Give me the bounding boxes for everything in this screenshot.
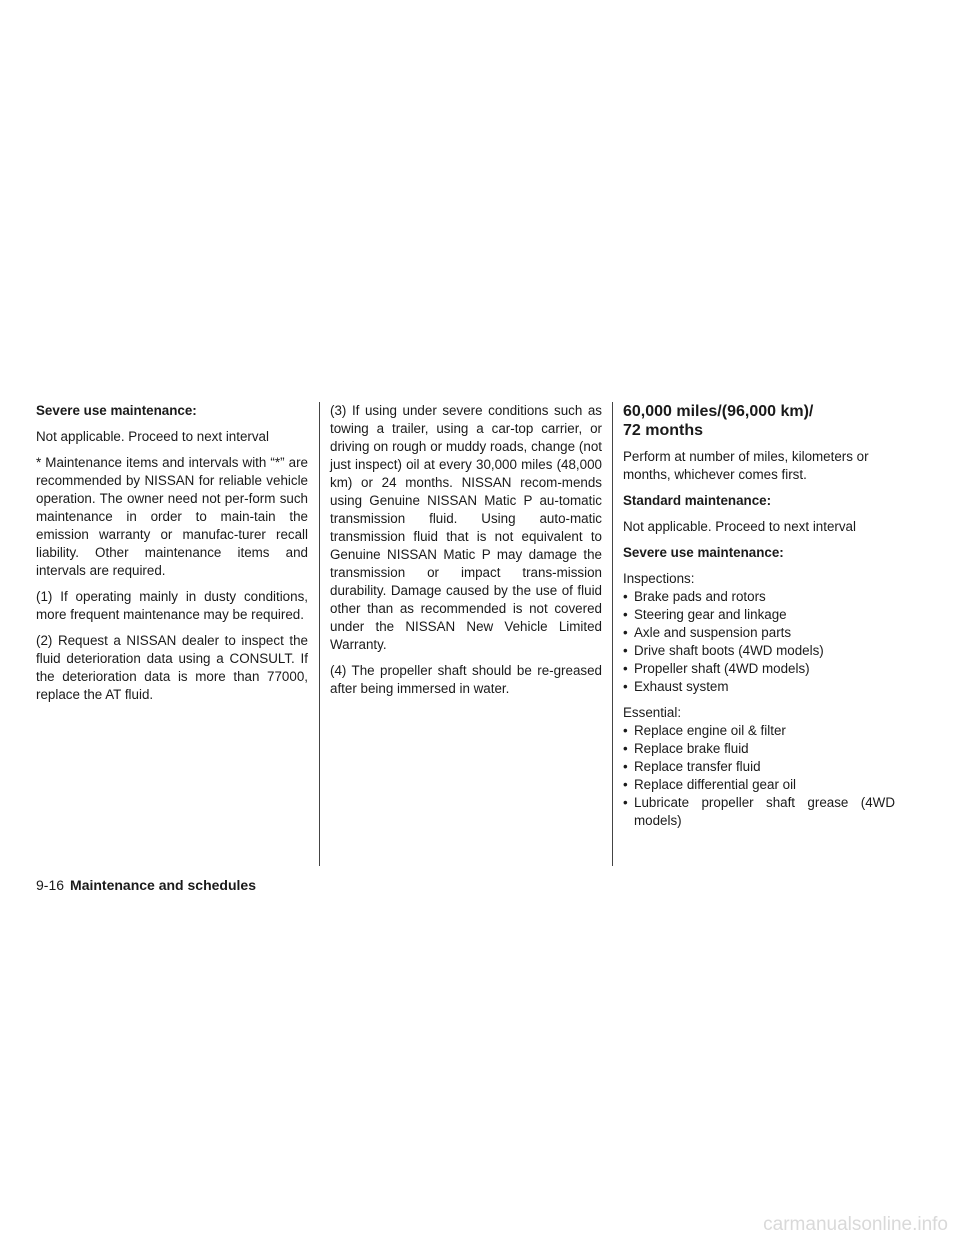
- severe-use-heading: Severe use maintenance:: [623, 545, 784, 560]
- list-item: • Lubricate propeller shaft grease (4WD models): [623, 794, 895, 830]
- page-number: 9-16: [36, 877, 65, 893]
- footnote-4: (4) The propeller shaft should be re-greased after being immersed in water.: [330, 663, 602, 696]
- footnote-3: (3) If using under severe conditions such as towing a trailer, using a car-top carrier, or driving on rough or muddy roads, change (not just inspect) oil at every 30,000 miles (48,000 km) or 24 months. NISSAN recom-mends using Genuine NISSAN Matic P au-tomatic transmission fluid. Using auto-matic transmission fluid that is not equivalent to Genuine NISSAN Matic P may damage the transmission or impact trans-mission durability. Damage caused by the use of fluid other than as recommended is not covered under the NISSAN New Vehicle Limited Warranty.: [330, 403, 602, 652]
- footnote-2: (2) Request a NISSAN dealer to inspect the fluid deterioration data using a CONSULT. If the deterioration data is more than 77000, replace the AT fluid.: [36, 633, 308, 702]
- list-item: • Steering gear and linkage: [623, 606, 895, 624]
- severe-use-heading: Severe use maintenance:: [36, 403, 197, 418]
- list-item: • Drive shaft boots (4WD models): [623, 642, 895, 660]
- asterisk-note: * Maintenance items and intervals with “*” are recommended by NISSAN for reliable vehicle operation. The owner need not per-form such maintenance in order to main-tain the emission warranty or manufac-turer recall liability. Other maintenance items and intervals are required.: [36, 455, 308, 578]
- list-item: • Exhaust system: [623, 678, 895, 696]
- watermark: carmanualsonline.info: [763, 1214, 948, 1235]
- list-item: • Propeller shaft (4WD models): [623, 660, 895, 678]
- inspections-label: Inspections:: [623, 571, 695, 586]
- footnote-1: (1) If operating mainly in dusty conditions, more frequent maintenance may be required.: [36, 589, 308, 622]
- column-divider: [319, 402, 320, 866]
- column-middle: [330, 402, 602, 706]
- essential-list: [623, 722, 895, 830]
- interval-title: [623, 402, 895, 440]
- list-item: • Replace transfer fluid: [623, 758, 895, 776]
- standard-maintenance-heading: Standard maintenance:: [623, 493, 772, 508]
- not-applicable-text: Not applicable. Proceed to next interval: [36, 429, 269, 444]
- inspections-list: [623, 588, 895, 696]
- column-left: [36, 402, 308, 712]
- section-name: Maintenance and schedules: [70, 877, 256, 893]
- perform-text: Perform at number of miles, kilometers or months, whichever comes first.: [623, 449, 869, 482]
- list-item: • Replace engine oil & filter: [623, 722, 895, 740]
- interval-title-line1: 60,000 miles/(96,000 km)/: [623, 403, 814, 420]
- column-divider: [612, 402, 613, 866]
- list-item: • Brake pads and rotors: [623, 588, 895, 606]
- essential-label: Essential:: [623, 705, 682, 720]
- page-footer: [36, 876, 256, 894]
- not-applicable-text: Not applicable. Proceed to next interval: [623, 519, 856, 534]
- list-item: • Axle and suspension parts: [623, 624, 895, 642]
- column-right: [623, 402, 895, 838]
- interval-title-line2: 72 months: [623, 422, 704, 439]
- list-item: • Replace differential gear oil: [623, 776, 895, 794]
- list-item: • Replace brake fluid: [623, 740, 895, 758]
